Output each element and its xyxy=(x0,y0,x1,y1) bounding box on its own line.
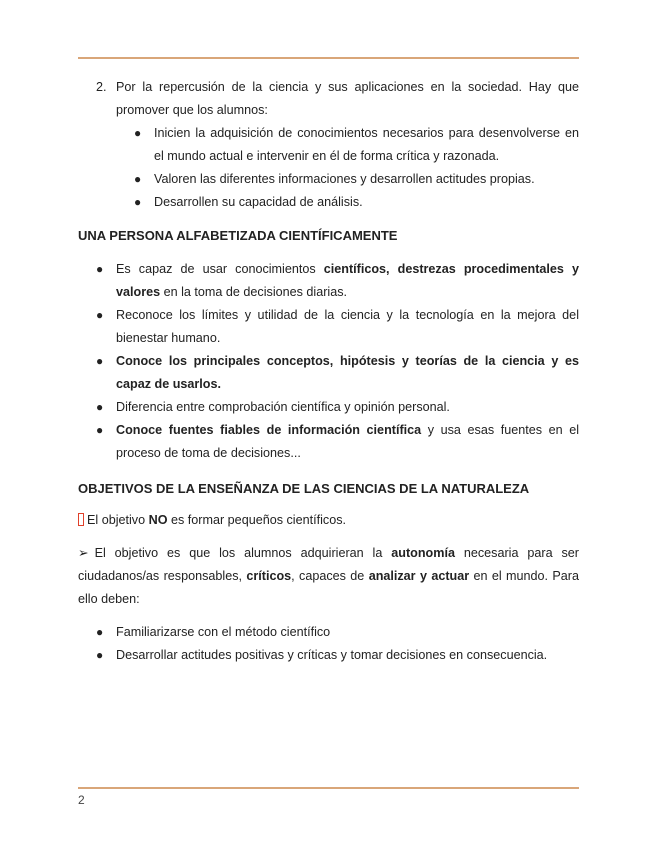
list-item: ● Diferencia entre comprobación científica y opinión personal. xyxy=(78,396,579,419)
bullet-icon: ● xyxy=(96,354,104,368)
list-item: ● Desarrollar actitudes positivas y críticas y tomar decisiones en consecuencia. xyxy=(78,644,579,667)
bullet-icon: ● xyxy=(134,126,142,140)
list-item: ● Inicien la adquisición de conocimientos necesarios para desenvolverse en el mundo actual e intervenir en él de forma crítica y razonada. xyxy=(78,122,579,168)
list-item: ● Reconoce los límites y utilidad de la ciencia y la tecnología en la mejora del bienestar humano. xyxy=(78,304,579,350)
item-text: Por la repercusión de la ciencia y sus aplicaciones en la sociedad. Hay que promover que los alumnos: xyxy=(116,80,579,117)
section-heading-alfabetizada: UNA PERSONA ALFABETIZADA CIENTÍFICAMENTE xyxy=(78,228,398,243)
list-item: ● Conoce los principales conceptos, hipótesis y teorías de la ciencia y es capaz de usarlos. xyxy=(78,350,579,396)
section-heading-objetivos: OBJETIVOS DE LA ENSEÑANZA DE LAS CIENCIAS DE LA NATURALEZA xyxy=(78,481,530,496)
bullet-icon: ● xyxy=(96,625,104,639)
bullet-icon: ● xyxy=(96,648,104,662)
bullet-icon: ● xyxy=(134,195,142,209)
objective-paragraph: ➢ El objetivo es que los alumnos adquirieran la autonomía necesaria para ser ciudadanos/as responsables, críticos, capaces de analizar y actuar en el mundo. Para ello deben: xyxy=(78,546,579,606)
list-item: ● Valoren las diferentes informaciones y desarrollen actitudes propias. xyxy=(78,168,579,191)
item-number: 2. xyxy=(96,80,107,94)
bullet-icon: ● xyxy=(96,423,104,437)
list-item: ● Familiarizarse con el método científico xyxy=(78,621,579,644)
bullet-icon: ● xyxy=(96,400,104,414)
bullet-icon: ● xyxy=(96,262,104,276)
bullet-list-objetivos xyxy=(78,621,579,667)
bullet-icon: ● xyxy=(134,172,142,186)
footer-rule xyxy=(78,787,579,789)
header-rule xyxy=(78,57,579,59)
numbered-item-2 xyxy=(78,76,579,122)
page-content xyxy=(78,76,579,667)
list-item: ● Desarrollen su capacidad de análisis. xyxy=(78,191,579,214)
bullet-list-alfabetizada xyxy=(78,258,579,465)
list-item: ● Conoce fuentes fiables de información científica y usa esas fuentes en el proceso de toma de decisiones... xyxy=(78,419,579,465)
page-number: 2 xyxy=(78,793,85,807)
missing-glyph-icon xyxy=(78,513,84,526)
bullet-icon: ● xyxy=(96,308,104,322)
objective-not-line: El objetivo NO es formar pequeños científicos. xyxy=(78,509,579,532)
sub-bullet-list xyxy=(78,122,579,214)
arrow-bullet-icon: ➢ xyxy=(78,546,89,560)
list-item: ● Es capaz de usar conocimientos científicos, destrezas procedimentales y valores en la toma de decisiones diarias. xyxy=(78,258,579,304)
